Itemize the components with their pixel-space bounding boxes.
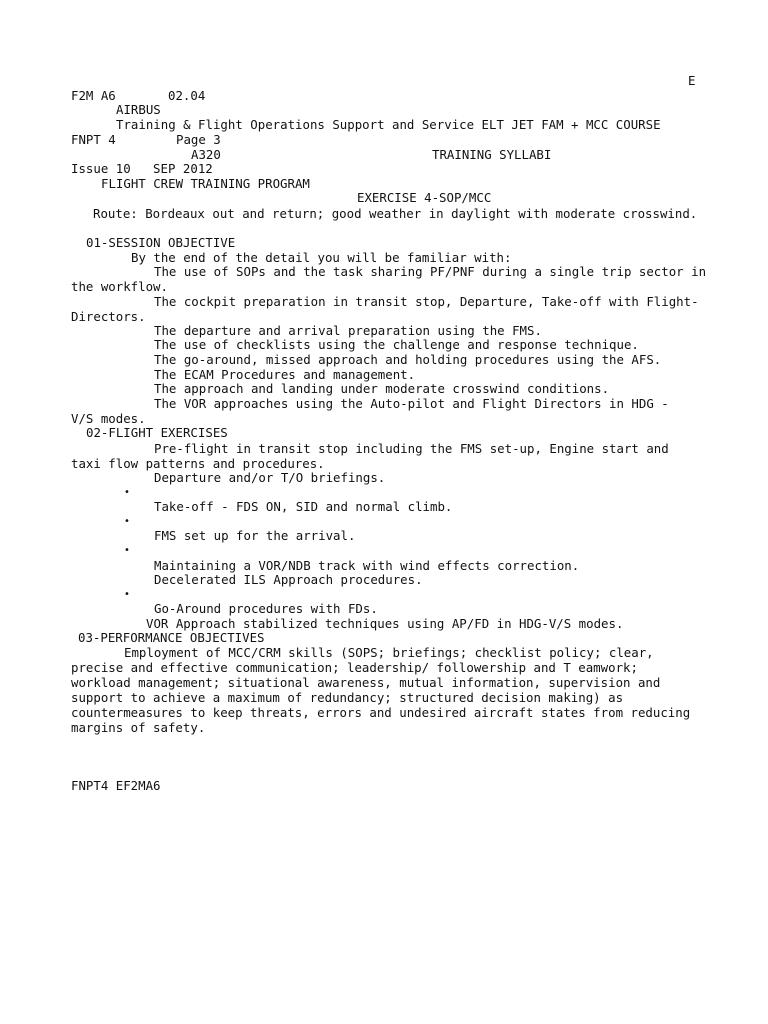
list-item: Departure and/or T/O briefings. (154, 470, 386, 485)
page-number: Page 3 (176, 132, 221, 147)
list-item: The ECAM Procedures and management. (154, 367, 416, 382)
list-item: FMS set up for the arrival. (154, 528, 356, 543)
list-item: The use of checklists using the challenge and response technique. (154, 337, 639, 352)
aircraft-type: A320 (191, 147, 221, 162)
department-line: Training & Flight Operations Support and Service ELT JET FAM + MCC COURSE (116, 117, 661, 132)
list-item: The departure and arrival preparation using the FMS. (154, 323, 542, 338)
list-item: The use of SOPs and the task sharing PF/PNF during a single trip sector in the workflow. (71, 264, 707, 294)
session-objective-heading: 01-SESSION OBJECTIVE (86, 235, 236, 250)
revision: 02.04 (168, 88, 206, 103)
issue-date: Issue 10 SEP 2012 (71, 161, 213, 176)
footer-code: FNPT4 EF2MA6 (71, 778, 161, 793)
company-name: AIRBUS (116, 102, 161, 117)
bullet: • (124, 487, 130, 498)
list-item: VOR Approach stabilized techniques using AP/FD in HDG-V/S modes. (146, 616, 624, 631)
doc-code: F2M A6 (71, 88, 116, 103)
bullet: • (124, 589, 130, 600)
list-item: Pre-flight in transit stop including the FMS set-up, Engine start and taxi flow patterns and procedures. (71, 441, 669, 471)
exercise-title: EXERCISE 4-SOP/MCC (357, 190, 492, 205)
flight-exercises-heading: 02-FLIGHT EXERCISES (86, 425, 228, 440)
list-item: Maintaining a VOR/NDB track with wind effects correction. (154, 558, 580, 573)
corner-mark: E (688, 73, 696, 88)
route-text: Route: Bordeaux out and return; good weather in daylight with moderate crosswind. (93, 206, 698, 221)
session-objective-intro: By the end of the detail you will be familiar with: (131, 250, 512, 265)
fnpt-label: FNPT 4 (71, 132, 116, 147)
list-item: The go-around, missed approach and holding procedures using the AFS. (154, 352, 662, 367)
program-title: FLIGHT CREW TRAINING PROGRAM (101, 176, 310, 191)
list-item: The cockpit preparation in transit stop, Departure, Take-off with Flight-Directors. (71, 294, 699, 324)
list-item: The approach and landing under moderate crosswind conditions. (154, 381, 610, 396)
performance-objectives-text: Employment of MCC/CRM skills (SOPS; briefings; checklist policy; clear, precise and effective communication; leadership/ followership and T eamwork; workload management; situational awareness, mutual information, supervision and support to achieve a maximum of redundancy; structured decision making) as countermeasures to keep threats, errors and undesired aircraft states from reducing margins of safety. (71, 645, 691, 735)
bullet: • (124, 516, 130, 527)
list-item: The VOR approaches using the Auto-pilot and Flight Directors in HDG - V/S modes. (71, 396, 669, 426)
syllabus-title: TRAINING SYLLABI (432, 147, 552, 162)
list-item: Decelerated ILS Approach procedures. (154, 572, 423, 587)
performance-objectives-heading: 03-PERFORMANCE OBJECTIVES (78, 630, 265, 645)
list-item: Take-off - FDS ON, SID and normal climb. (154, 499, 453, 514)
bullet: • (124, 545, 130, 556)
list-item: Go-Around procedures with FDs. (154, 601, 378, 616)
